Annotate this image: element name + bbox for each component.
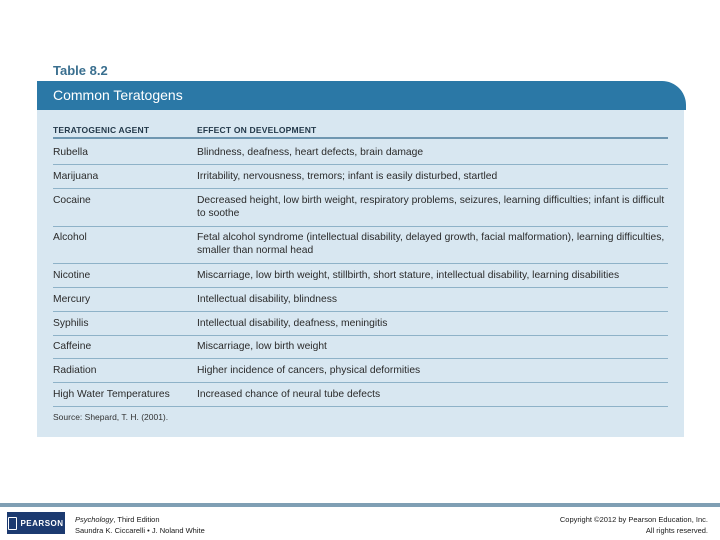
row-divider: [53, 382, 668, 383]
row-agent: Nicotine: [53, 270, 91, 281]
pearson-mark-icon: [8, 517, 17, 530]
row-divider: [53, 287, 668, 288]
pearson-logo: [7, 512, 65, 534]
row-effect: Blindness, deafness, heart defects, brain damage: [197, 147, 424, 158]
row-agent: Marijuana: [53, 171, 99, 182]
row-divider: [53, 226, 668, 227]
row-divider: [53, 335, 668, 336]
row-agent: Rubella: [53, 147, 88, 158]
row-effect: Miscarriage, low birth weight, stillbirth, short stature, intellectual disability, learning disabilities: [197, 270, 620, 281]
copyright-line-1: Copyright ©2012 by Pearson Education, Inc.: [559, 515, 708, 524]
book-title: Psychology: [75, 515, 114, 524]
row-divider: [53, 263, 668, 264]
row-divider: [53, 311, 668, 312]
row-effect: Irritability, nervousness, tremors; infant is easily disturbed, startled: [197, 171, 498, 182]
row-effect: Fetal alcohol syndrome (intellectual disability, delayed growth, facial malformation), learning difficulties, smaller than normal head: [197, 232, 665, 256]
row-agent: Cocaine: [53, 195, 91, 206]
row-agent: Alcohol: [53, 232, 87, 243]
header-divider: [53, 137, 668, 139]
header-teratogenic-agent: TERATOGENIC AGENT: [53, 125, 150, 135]
pearson-logo-text: PEARSON: [20, 518, 64, 528]
row-agent: Mercury: [53, 294, 91, 305]
row-divider: [53, 188, 668, 189]
copyright-notice: [560, 514, 708, 536]
header-effect-on-development: EFFECT ON DEVELOPMENT: [197, 125, 317, 135]
book-edition: , Third Edition: [113, 515, 160, 524]
footer-divider: [0, 503, 720, 507]
row-divider: [53, 164, 668, 165]
row-effect: Intellectual disability, deafness, meningitis: [197, 318, 388, 329]
row-effect: Intellectual disability, blindness: [197, 294, 338, 305]
book-title-line: [75, 514, 205, 525]
row-effect: Miscarriage, low birth weight: [197, 341, 327, 352]
table-source: Source: Shepard, T. H. (2001).: [53, 412, 169, 422]
row-divider: [53, 406, 668, 407]
row-agent: High Water Temperatures: [53, 389, 170, 400]
table-title: Common Teratogens: [53, 87, 183, 103]
row-agent: Radiation: [53, 365, 97, 376]
row-agent: Caffeine: [53, 341, 92, 352]
copyright-line-2: All rights reserved.: [645, 526, 708, 535]
row-effect: Higher incidence of cancers, physical deformities: [197, 365, 421, 376]
book-authors: Saundra K. Ciccarelli • J. Noland White: [75, 526, 205, 535]
row-effect: Decreased height, low birth weight, respiratory problems, seizures, learning difficulties; infant is difficult to soothe: [197, 195, 665, 219]
row-divider: [53, 358, 668, 359]
book-citation: [75, 514, 205, 536]
table-number: Table 8.2: [53, 63, 108, 78]
row-agent: Syphilis: [53, 318, 89, 329]
row-effect: Increased chance of neural tube defects: [197, 389, 381, 400]
table-title-bar: [37, 81, 686, 110]
